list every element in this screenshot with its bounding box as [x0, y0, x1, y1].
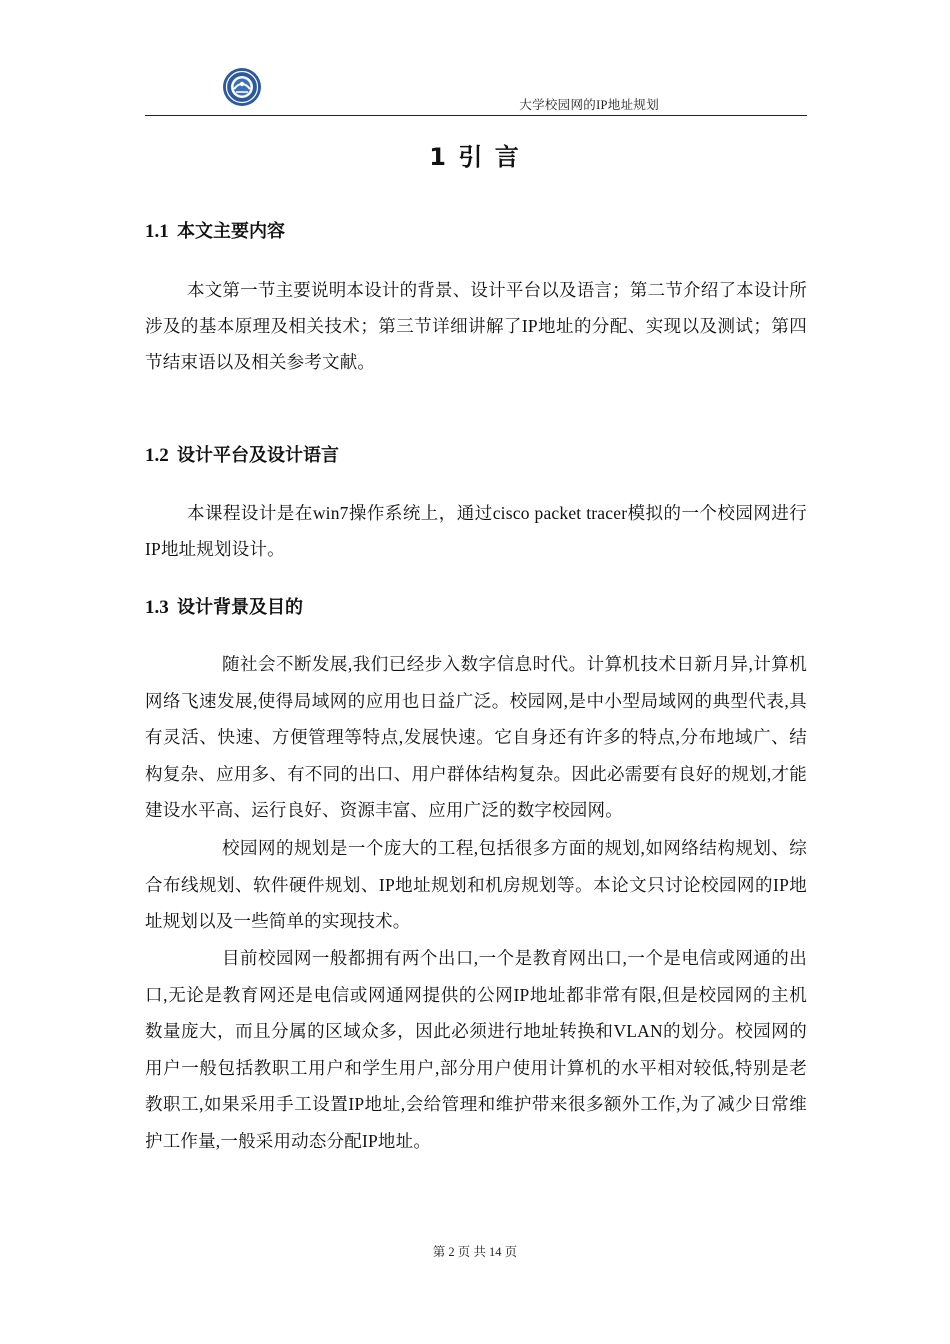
- section-number: 1.2: [145, 445, 169, 466]
- paragraph: 本文第一节主要说明本设计的背景、设计平台以及语言；第二节介绍了本设计所涉及的基本原理及相关技术；第三节详细讲解了IP地址的分配、实现以及测试；第四节结束语以及相关参考文献。: [145, 280, 807, 373]
- paragraph: 目前校园网一般都拥有两个出口,一个是教育网出口,一个是电信或网通的出口,无论是教育网还是电信或网通网提供的公网IP地址都非常有限,但是校园网的主机数量庞大，而且分属的区域众多，因此必须进行地址转换和VLAN的划分。校园网的用户一般包括教职工用户和学生用户,部分用户使用计算机的水平相对较低,特别是老教职工,如果采用手工设置IP地址,会给管理和维护带来很多额外工作,为了减少日常维护工作量,一般采用动态分配IP地址。: [145, 948, 807, 1151]
- section-number: 1.3: [145, 597, 169, 618]
- section-heading-1-3: [145, 593, 303, 619]
- running-title: 大学校园网的IP地址规划: [519, 98, 659, 112]
- section-heading-1-1: [145, 217, 285, 243]
- section-heading-1-2: [145, 441, 339, 467]
- section-number: 1.1: [145, 221, 169, 242]
- section-title: 设计背景及目的: [177, 597, 304, 618]
- chapter-title: 1 引 言: [429, 143, 521, 171]
- section-title: 设计平台及设计语言: [177, 445, 340, 466]
- university-seal-icon: [222, 67, 262, 107]
- paragraph: 校园网的规划是一个庞大的工程,包括很多方面的规划,如网络结构规划、综合布线规划、软件硬件规划、IP地址规划和机房规划等。本论文只讨论校园网的IP地址规划以及一些简单的实现技术。: [145, 838, 807, 932]
- paragraph: 本课程设计是在win7操作系统上，通过cisco packet tracer模拟的一个校园网进行IP地址规划设计。: [145, 503, 807, 560]
- page-header: [145, 64, 807, 116]
- paragraph: 随社会不断发展,我们已经步入数字信息时代。计算机技术日新月异,计算机网络飞速发展,使得局域网的应用也日益广泛。校园网,是中小型局域网的典型代表,具有灵活、快速、方便管理等特点,发展快速。它自身还有许多的特点,分布地域广、结构复杂、应用多、有不同的出口、用户群体结构复杂。因此必需要有良好的规划,才能建设水平高、运行良好、资源丰富、应用广泛的数字校园网。: [145, 654, 807, 821]
- section-title: 本文主要内容: [177, 221, 286, 242]
- page-footer: 第 2 页 共 14 页: [432, 1245, 518, 1259]
